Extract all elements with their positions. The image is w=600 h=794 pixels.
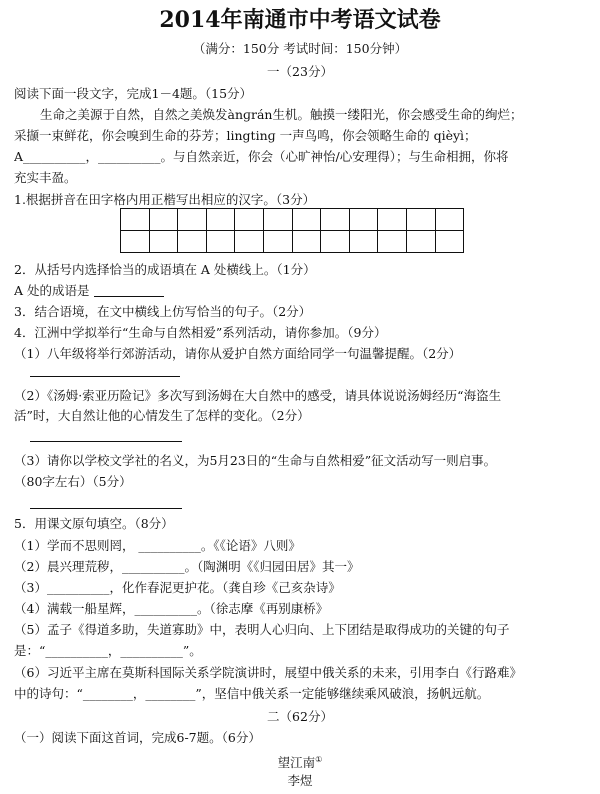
answer-blank[interactable] — [30, 508, 182, 509]
poem-title — [0, 752, 600, 771]
poem-title-text: 望江南 — [277, 755, 316, 771]
answer-blank[interactable] — [30, 441, 182, 442]
question-4: 4．江洲中学拟举行“生命与自然相爱”系列活动，请你参加。（9分） — [14, 325, 387, 340]
passage-line: A__________，__________。与自然亲近，你会（心旷神怡/心安理得）；与生命相拥，你将 — [14, 149, 509, 164]
fill-in-item: 中的诗句：“________，________”，坚信中俄关系一定能够继续乘风破浪，扬帆远航。 — [14, 686, 490, 701]
section-one-instruction: （一）阅读下面这首词，完成6-7题。（6分） — [14, 730, 261, 745]
fill-in-item: （4）满载一船星辉，__________。（徐志摩《再别康桥》 — [14, 601, 329, 616]
fill-in-item: （1）学而不思则罔， __________。《《论语》八则》 — [14, 538, 301, 553]
fill-in-item: （2）晨兴理荒秽，__________。（陶渊明《《归园田居》其一》 — [14, 559, 360, 574]
passage-line: 采撷一束鲜花，你会嗅到生命的芬芳；lingtinɡ 一声鸟鸣，你会领略生命的 qièyì； — [14, 128, 477, 143]
footnote-marker: ① — [315, 755, 323, 764]
question-4-2: （2）《汤姆·索亚历险记》多次写到汤姆在大自然中的感受，请具体说说汤姆经历“海盗生 — [14, 388, 502, 403]
question-4-3-cont: （80字左右）（5分） — [14, 474, 132, 489]
fill-in-item: （5）孟子《得道多助，失道寡助》中，表明人心归向、上下团结是取得成功的关键的句子 — [14, 622, 510, 637]
reading-instruction: 阅读下面一段文字，完成1－4题。（15分） — [14, 86, 253, 101]
fill-in-item: （6）习近平主席在莫斯科国际关系学院演讲时，展望中俄关系的未来，引用李白《行路难》 — [14, 665, 522, 680]
answer-blank[interactable] — [94, 296, 164, 297]
question-4-3: （3）请你以学校文学社的名义，为5月23日的“生命与自然相爱”征文活动写一则启事。 — [14, 453, 497, 468]
exam-title: 2014年南通市中考语文试卷 — [159, 7, 441, 33]
part-two-heading: 二（62分） — [267, 709, 333, 724]
question-3: 3．结合语境，在文中横线上仿写恰当的句子。（2分） — [14, 304, 312, 319]
exam-subtitle: （满分：150分 考试时间：150分钟） — [192, 41, 408, 56]
question-4-1: （1）八年级将举行郊游活动，请你从爱护自然方面给同学一句温馨提醒。（2分） — [14, 346, 462, 361]
question-2: 2．从括号内选择恰当的成语填在 A 处横线上。（1分） — [14, 262, 316, 277]
part-one-heading: 一（23分） — [267, 64, 333, 79]
passage-line: 充实丰盈。 — [14, 170, 77, 185]
question-5: 5．用课文原句填空。（8分） — [14, 516, 174, 531]
poem-author: 李煜 — [287, 773, 313, 788]
question-2-answer-label: A 处的成语是 — [14, 283, 90, 298]
answer-blank[interactable] — [30, 376, 180, 377]
passage-line: 生命之美源于自然，自然之美焕发ànɡrán生机。触摸一缕阳光，你会感受生命的绚烂； — [40, 107, 523, 122]
question-1: 1.根据拼音在田字格内用正楷写出相应的汉字。（3分） — [14, 192, 316, 207]
fill-in-item: （3）__________，化作春泥更护花。（龚自珍《己亥杂诗》 — [14, 580, 341, 595]
question-4-2-cont: 活”时，大自然让他的心情发生了怎样的变化。（2分） — [14, 408, 310, 423]
fill-in-item: 是：“__________，__________”。 — [14, 643, 202, 658]
tianzige-grid[interactable] — [120, 208, 464, 253]
